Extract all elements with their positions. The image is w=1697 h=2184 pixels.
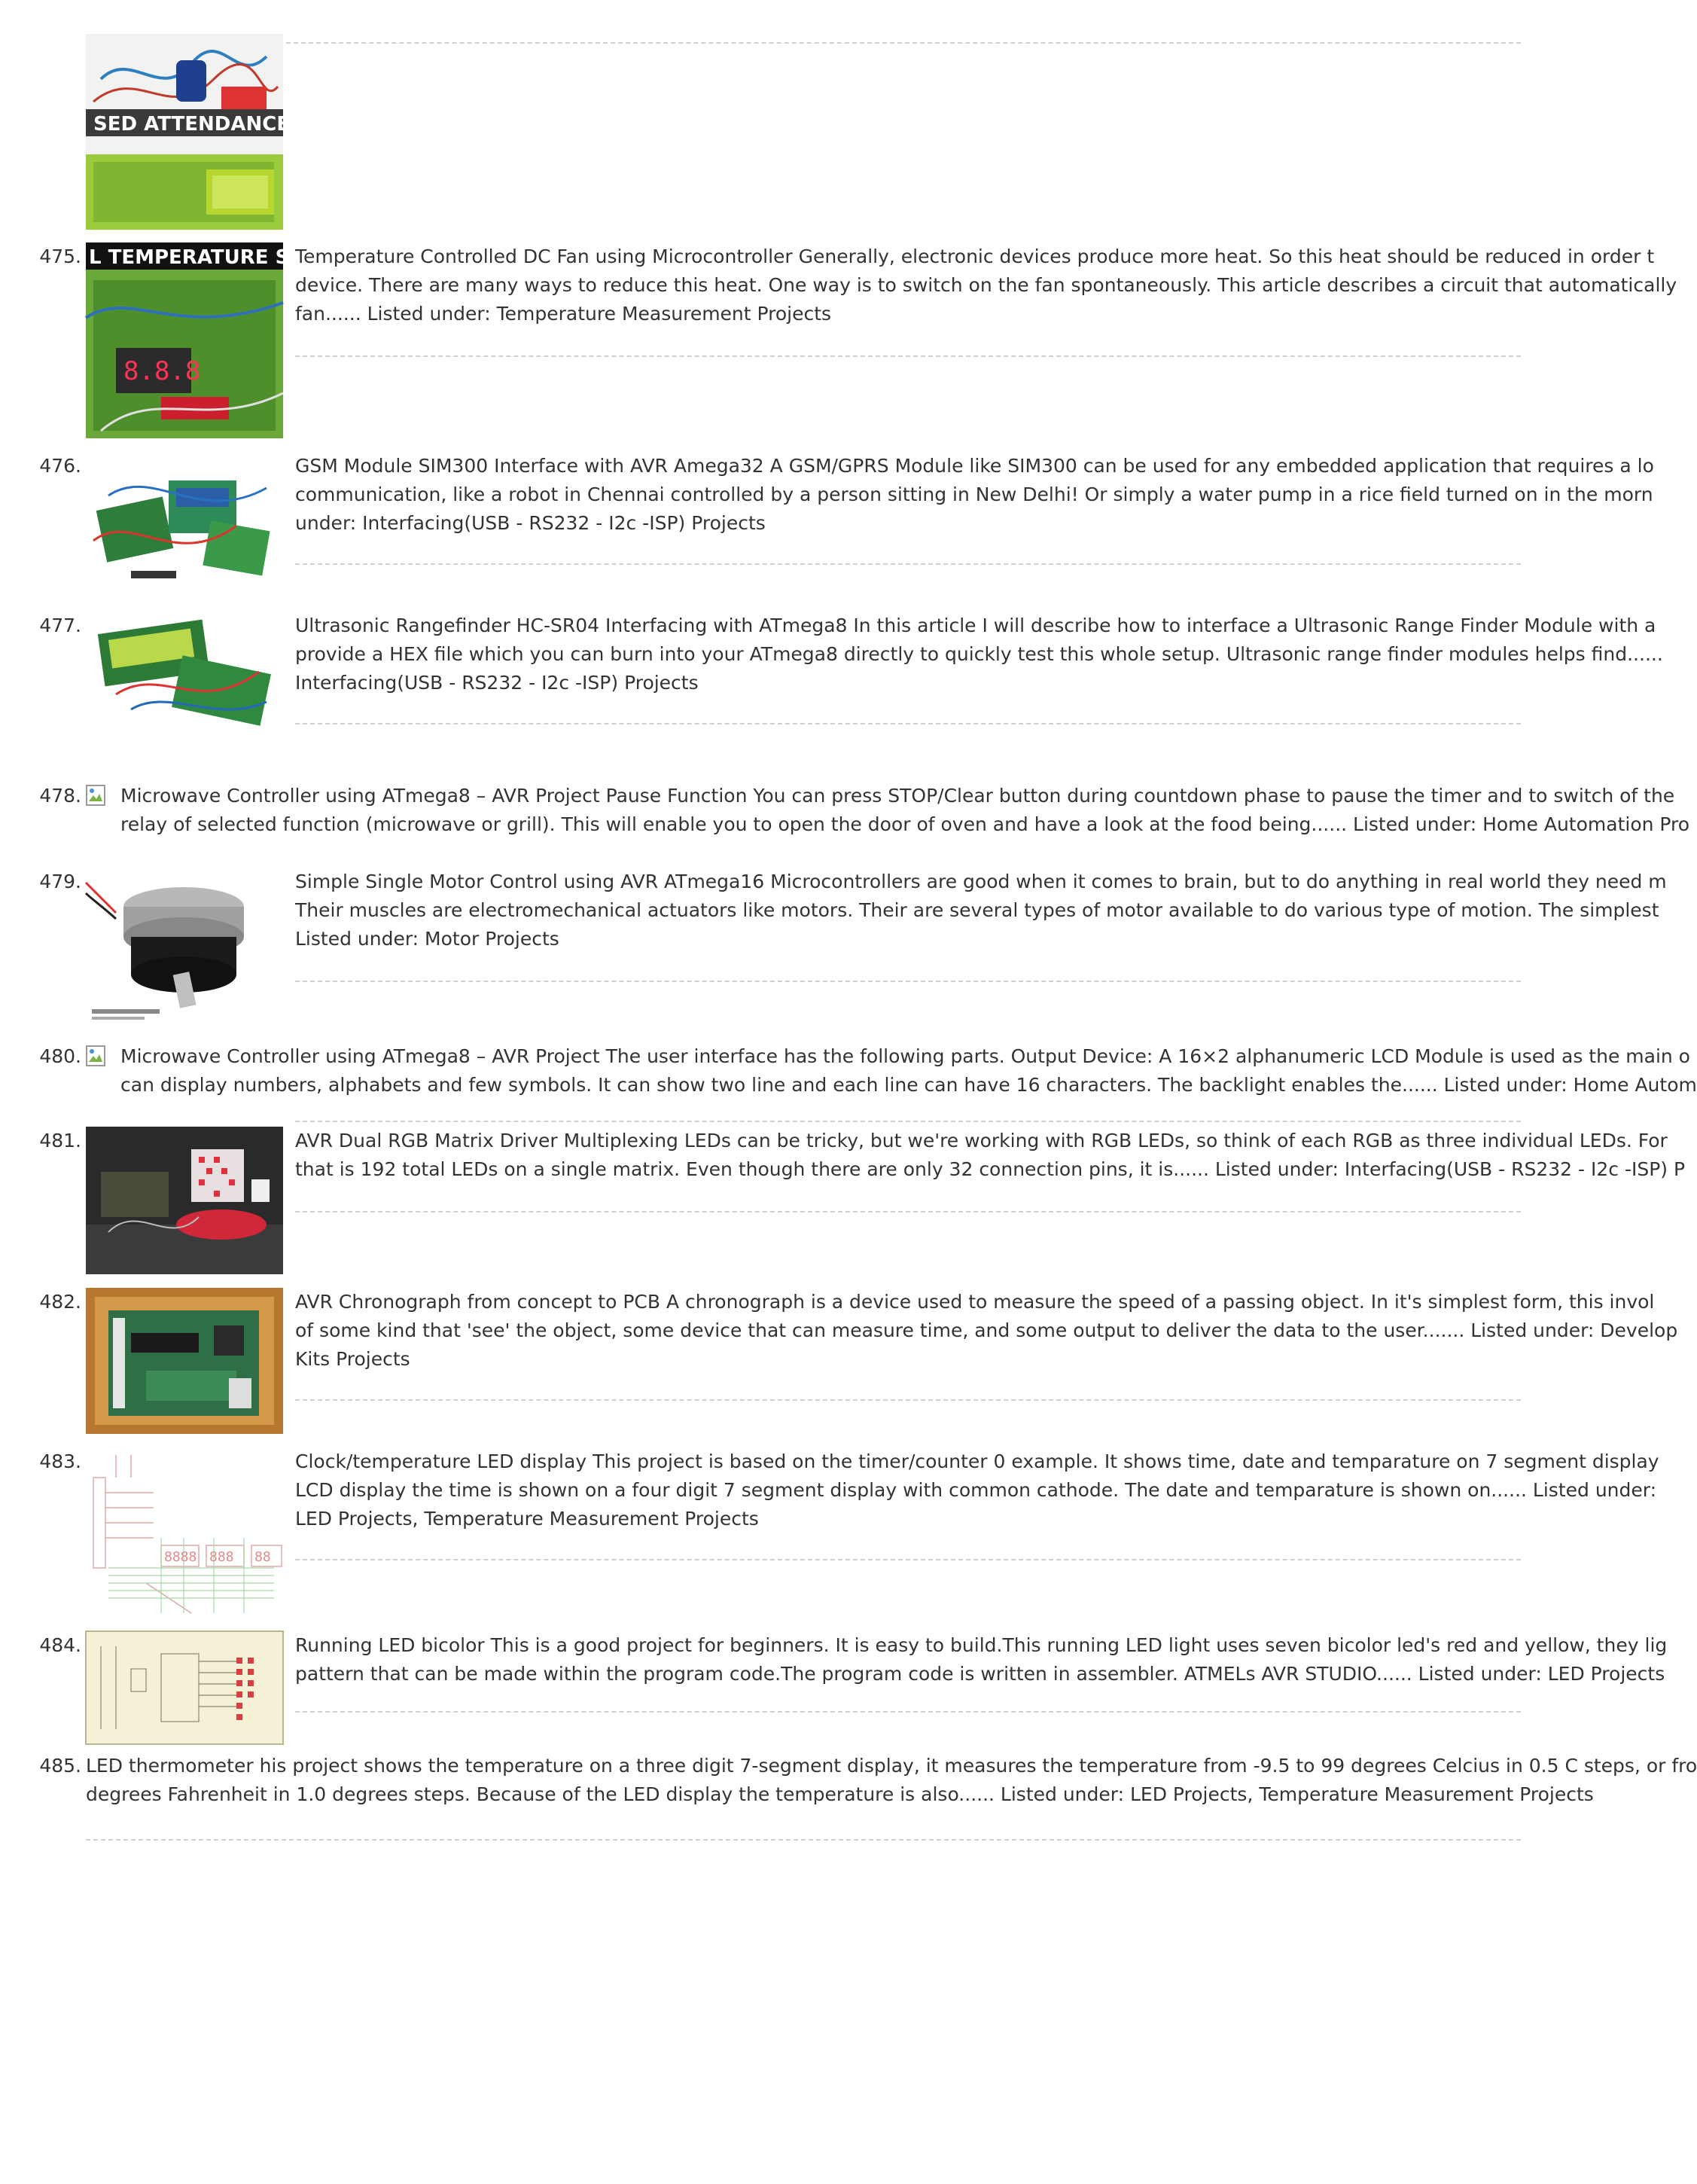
- item-text-line: LED Projects, Temperature Measurement Projects: [295, 1508, 759, 1530]
- separator: [295, 1559, 1521, 1560]
- item-text-line: fan...... Listed under: Temperature Measurement Projects: [295, 303, 832, 325]
- item-title-link[interactable]: Ultrasonic Rangefinder HC-SR04 Interfacing with ATmega8 In this article I will describe how to interface a Ultrasonic Range Finder Module with a: [295, 615, 1656, 636]
- item-number: 484.: [39, 1634, 81, 1656]
- item-title-link[interactable]: AVR Dual RGB Matrix Driver Multiplexing LEDs can be tricky, but we're working with RGB LEDs, so think of each RGB as three individual LEDs. For: [295, 1130, 1668, 1151]
- separator: [295, 1711, 1521, 1713]
- separator: [295, 1399, 1521, 1401]
- broken-image-icon[interactable]: [86, 1045, 105, 1066]
- item-title-link[interactable]: LED thermometer his project shows the temperature on a three digit 7-segment display, it measures the temperature from -9.5 to 99 degrees Celcius in 0.5 C steps, or fro: [86, 1755, 1697, 1777]
- running-led-schematic-image[interactable]: [86, 1631, 283, 1744]
- item-text-line: provide a HEX file which you can burn into your ATmega8 directly to quickly test this whole setup. Ultrasonic range finder modules helps find......: [295, 643, 1663, 665]
- item-description: [295, 1447, 1659, 1533]
- separator: [86, 1839, 1521, 1841]
- image-caption: L TEMPERATURE S: [89, 246, 290, 269]
- item-number: 482.: [39, 1291, 81, 1313]
- clock-display-schematic-image[interactable]: [86, 1447, 283, 1618]
- item-description: [120, 1042, 1697, 1100]
- item-text-line: Interfacing(USB - RS232 - I2c -ISP) Projects: [295, 672, 699, 694]
- item-title-link[interactable]: AVR Chronograph from concept to PCB A chronograph is a device used to measure the speed of a passing object. In it's simplest form, this invol: [295, 1291, 1655, 1313]
- item-number: 479.: [39, 871, 81, 892]
- item-description: [295, 242, 1677, 328]
- item-description: [295, 452, 1654, 538]
- item-text-line: LCD display the time is shown on a four digit 7 segment display with common cathode. The date and temparature is shown on...... Listed under:: [295, 1479, 1657, 1501]
- item-text-line: under: Interfacing(USB - RS232 - I2c -ISP) Projects: [295, 512, 766, 534]
- item-description: [295, 612, 1663, 697]
- item-text-line: Their muscles are electromechanical actuators like motors. Their are several types of motor available to do various type of motion. The simplest: [295, 899, 1659, 921]
- separator: [295, 723, 1521, 724]
- item-text-line: Kits Projects: [295, 1348, 410, 1370]
- ultrasonic-rangefinder-image[interactable]: [86, 612, 283, 727]
- separator: [295, 981, 1521, 982]
- item-title-link[interactable]: Running LED bicolor This is a good project for beginners. It is easy to build.This running LED light uses seven bicolor led's red and yellow, they lig: [295, 1634, 1668, 1656]
- separator: [295, 563, 1521, 565]
- item-number: 478.: [39, 785, 81, 807]
- item-number: 475.: [39, 246, 81, 267]
- item-number: 483.: [39, 1450, 81, 1472]
- separator: [295, 1121, 1521, 1122]
- item-title-link[interactable]: Temperature Controlled DC Fan using Microcontroller Generally, electronic devices produce more heat. So this heat should be reduced in order t: [295, 246, 1655, 267]
- separator: [286, 42, 1521, 44]
- item-text-line: device. There are many ways to reduce this heat. One way is to switch on the fan spontaneously. This article describes a circuit that automatically: [295, 274, 1677, 296]
- image-caption: SED ATTENDANCE S: [93, 113, 311, 136]
- item-description: [295, 1127, 1686, 1184]
- item-text-line: pattern that can be made within the program code.The program code is written in assembler. ATMELs AVR STUDIO...... Listed under: LED Projects: [295, 1663, 1665, 1685]
- chronograph-pcb-image[interactable]: [86, 1288, 283, 1434]
- item-text-line: communication, like a robot in Chennai controlled by a person sitting in New Delhi! Or simply a water pump in a rice field turned on in the morn: [295, 483, 1653, 505]
- item-description: [120, 782, 1690, 839]
- item-number: 476.: [39, 455, 81, 477]
- item-title-link[interactable]: Simple Single Motor Control using AVR ATmega16 Microcontrollers are good when it comes to brain, but to do anything in real world they need m: [295, 871, 1667, 892]
- separator: [295, 355, 1521, 357]
- item-number: 485.: [39, 1755, 81, 1777]
- rgb-matrix-image[interactable]: [86, 1127, 283, 1274]
- gsm-module-image[interactable]: [86, 450, 283, 593]
- item-text-line: can display numbers, alphabets and few symbols. It can show two line and each line can have 16 characters. The backlight enables the...... Listed under: Home Autom: [120, 1074, 1697, 1096]
- item-description: [295, 1288, 1678, 1374]
- item-number: 477.: [39, 615, 81, 636]
- svg-text:8888: 8888: [164, 1549, 197, 1565]
- item-title-link[interactable]: Clock/temperature LED display This project is based on the timer/counter 0 example. It shows time, date and temparature on 7 segment display: [295, 1450, 1659, 1472]
- item-number: 480.: [39, 1045, 81, 1067]
- item-number: 481.: [39, 1130, 81, 1151]
- item-description: [295, 868, 1667, 953]
- separator: [295, 1211, 1521, 1212]
- item-description: [86, 1752, 1697, 1809]
- attendance-board-image[interactable]: [86, 34, 311, 230]
- item-text-line: that is 192 total LEDs on a single matrix. Even though there are only 32 connection pins, it is...... Listed under: Interfacing(USB - RS232 - I2c -ISP) P: [295, 1158, 1686, 1180]
- temperature-fan-image[interactable]: [86, 242, 290, 438]
- item-description: [295, 1631, 1668, 1688]
- item-text-line: relay of selected function (microwave or grill). This will enable you to open the door of oven and have a look at the food being...... Listed under: Home Automation Pro: [120, 813, 1690, 835]
- broken-image-icon[interactable]: [86, 785, 105, 806]
- item-text-line: Listed under: Motor Projects: [295, 928, 559, 950]
- item-title-link[interactable]: GSM Module SIM300 Interface with AVR Amega32 A GSM/GPRS Module like SIM300 can be used for any embedded application that requires a lo: [295, 455, 1654, 477]
- item-title-link[interactable]: Microwave Controller using ATmega8 – AVR Project Pause Function You can press STOP/Clear button during countdown phase to pause the timer and to switch of the: [120, 785, 1675, 807]
- svg-text:88: 88: [254, 1549, 271, 1565]
- svg-text:8.8.8: 8.8.8: [123, 356, 201, 386]
- item-text-line: of some kind that 'see' the object, some device that can measure time, and some output to deliver the data to the user....... Listed under: Develop: [295, 1319, 1678, 1341]
- svg-text:888: 888: [209, 1549, 234, 1565]
- dc-motor-image[interactable]: [86, 868, 283, 1026]
- item-title-link[interactable]: Microwave Controller using ATmega8 – AVR Project The user interface has the following parts. Output Device: A 16×2 alphanumeric LCD Module is used as the main o: [120, 1045, 1690, 1067]
- item-text-line: degrees Fahrenheit in 1.0 degrees steps. Because of the LED display the temperature is also...... Listed under: LED Projects, Temperature Measurement Projects: [86, 1783, 1594, 1805]
